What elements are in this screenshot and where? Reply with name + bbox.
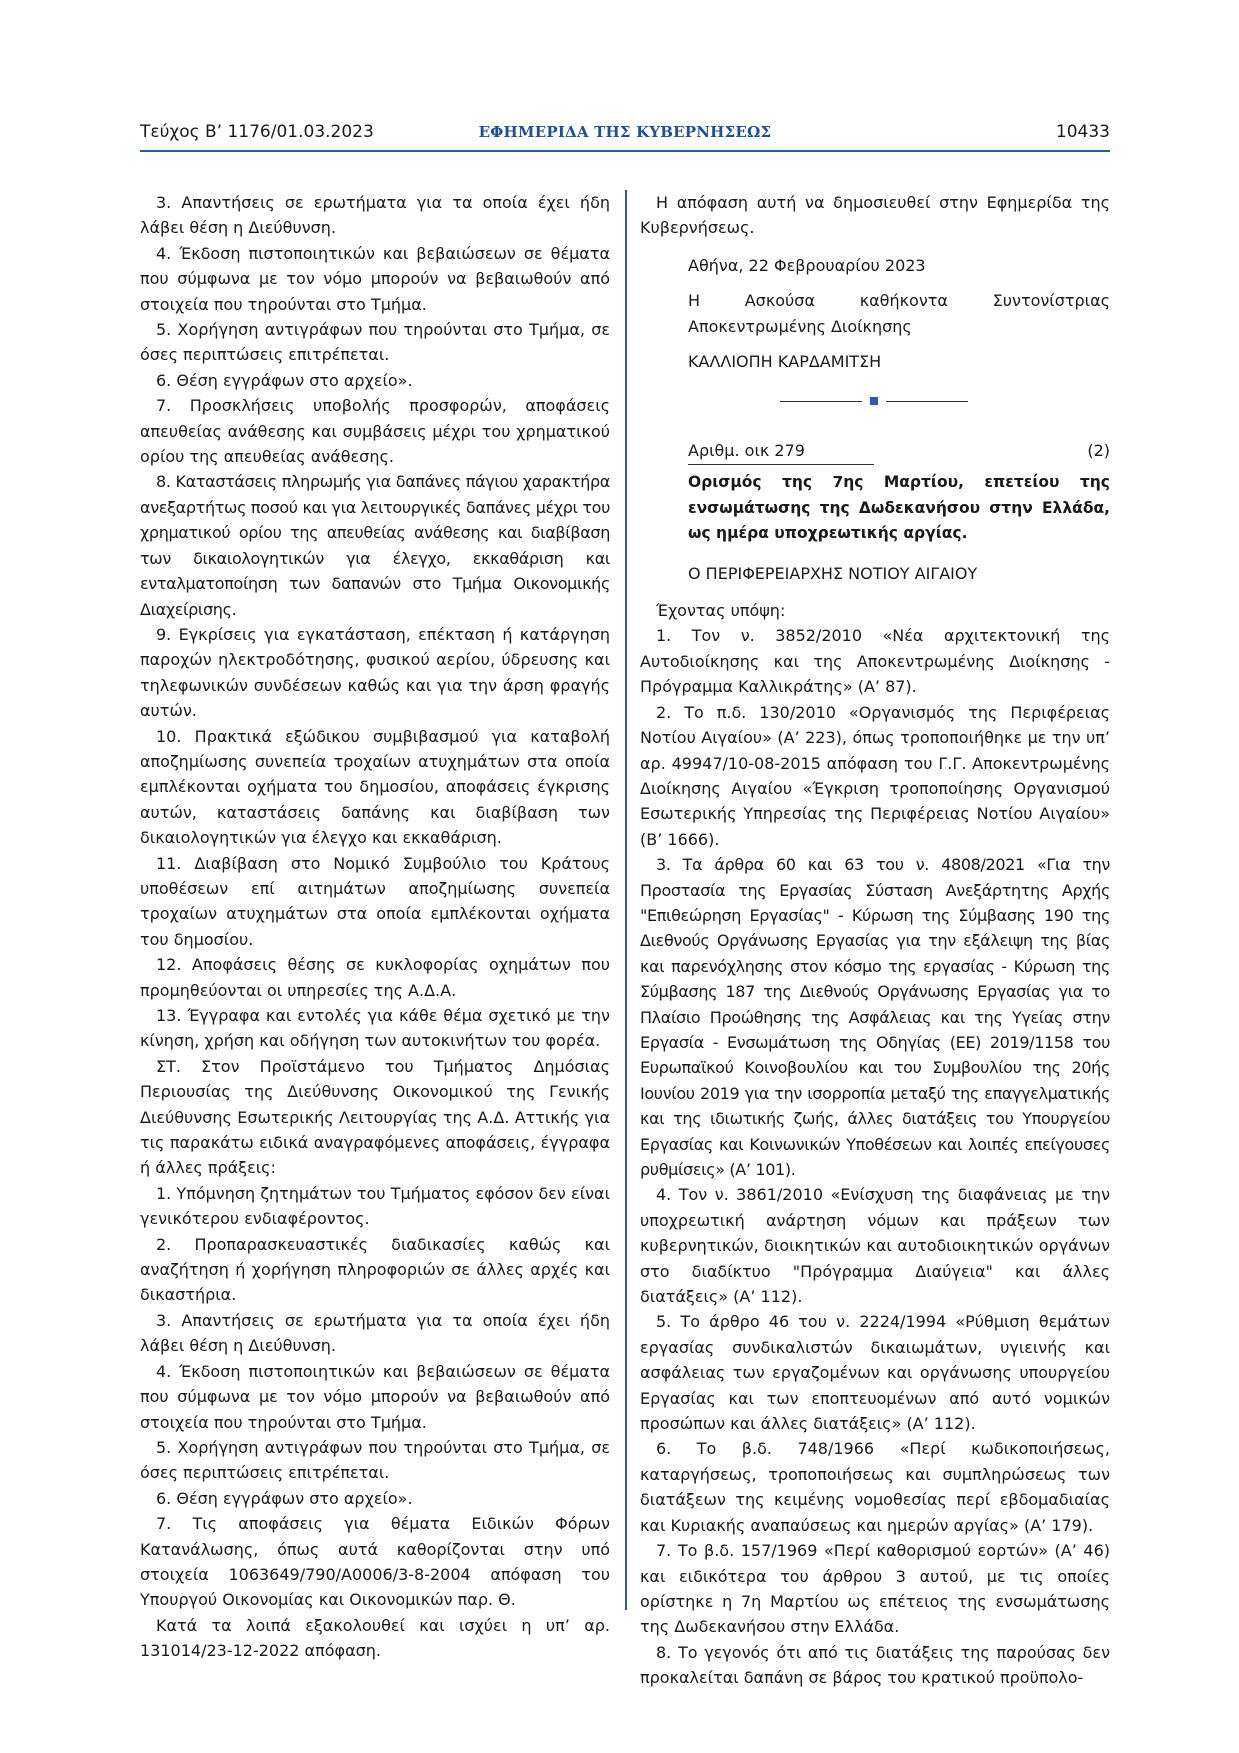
paragraph: 1. Τον ν. 3852/2010 «Νέα αρχιτεκτονική της Αυτοδιοίκησης και της Αποκεντρωμένης Διοίκησης - Πρόγραμμα Καλλικράτης» (Α’ 87). [640,626,1110,697]
paragraph: 6. Θέση εγγράφων στο αρχείο». [156,370,413,390]
decision-intro: Έχοντας υπόψη: [656,601,786,621]
section-separator [640,382,1110,422]
signature-name: ΚΑΛΛΙΟΠΗ ΚΑΡΔΑΜΙΤΣΗ [688,352,882,372]
paragraph: 9. Εγκρίσεις για εγκατάσταση, επέκταση ή κατάργηση παροχών ηλεκτροδότησης, φυσικού αερίου, ύδρευσης και τηλεφωνικών συνδέσεων καθώς και για την άρση φραγής αυτών. [140,624,610,721]
paragraph: 4. Τον ν. 3861/2010 «Ενίσχυση της διαφάνειας με την υποχρεωτική ανάρτηση νόμων και πράξεων των κυβερνητικών, διοικητικών και αυτοδιοικητικών οργάνων στο διαδίκτυο "Πρόγραμμα Διαύγεια" και άλλες διατάξεις» (Α’ 112). [640,1185,1110,1307]
paragraph: 12. Αποφάσεις θέσης σε κυκλοφορίας οχημάτων που προμηθεύονται οι υπηρεσίες της Α.Δ.Α. [140,955,610,1000]
paragraph: 3. Απαντήσεις σε ερωτήματα για τα οποία έχει ήδη λάβει θέση η Διεύθυνση. [140,1310,610,1356]
right-column [640,190,1110,1691]
paragraph: 4. Έκδοση πιστοποιητικών και βεβαιώσεων σε θέματα που σύμφωνα με τον νόμο μπορούν να βεβαιωθούν από στοιχεία που τηρούνται στο Τμήμα. [140,243,610,314]
decision-issuer: Ο ΠΕΡΙΦΕΡΕΙΑΡΧΗΣ ΝΟΤΙΟΥ ΑΙΓΑΙΟΥ [688,563,978,583]
paragraph: 6. Θέση εγγράφων στο αρχείο». [156,1488,413,1508]
paragraph: ΣΤ. Στον Προϊστάμενο του Τμήματος Δημόσιας Περιουσίας της Διεύθυνσης Οικονομικού της Γενικής Διεύθυνσης Εσωτερικής Λειτουργίας της Α.Δ. Αττικής για τις παρακάτω ειδικά αναγραφόμενες αποφάσεις, έγγραφα ή άλλες πράξεις: [140,1056,610,1178]
paragraph: 13. Έγγραφα και εντολές για κάθε θέμα σχετικό με την κίνηση, χρήση και οδήγηση των αυτοκινήτων του φορέα. [140,1006,610,1051]
column-divider [625,190,627,1610]
paragraph: 7. Προσκλήσεις υποβολής προσφορών, αποφάσεις απευθείας ανάθεσης και συμβάσεις μέχρι του χρηματικού ορίου της απευθείας ανάθεσης. [140,396,610,467]
paragraph: 6. Το β.δ. 748/1966 «Περί κωδικοποιήσεως, καταργήσεως, τροποποιήσεως και συμπληρώσεως των διατάξεων της κειμένης νομοθεσίας περί εβδομαδιαίας και Κυριακής αναπαύσεως και ημερών αργίας» (Α’ 179). [640,1439,1110,1535]
paragraph: 2. Προπαρασκευαστικές διαδικασίες καθώς και αναζήτηση ή χορήγηση πληροφοριών σε άλλες αρχές και δικαστήρια. [140,1234,610,1305]
paragraph: 7. Το β.δ. 157/1969 «Περί καθορισμού εορτών» (Α’ 46) και ειδικότερα του άρθρου 3 αυτού, με τις οποίες ορίστηκε η 7η Μαρτίου ως επέτειος της ενσωμάτωσης της Δωδεκανήσου στην Ελλάδα. [640,1541,1110,1637]
separator-line [780,401,862,402]
paragraph: 3. Απαντήσεις σε ερωτήματα για τα οποία έχει ήδη λάβει θέση η Διεύθυνση. [140,193,610,238]
signature-block [688,253,1110,375]
paragraph: 4. Έκδοση πιστοποιητικών και βεβαιώσεων σε θέματα που σύμφωνα με τον νόμο μπορούν να βεβαιωθούν από στοιχεία που τηρούνται στο Τμήμα. [140,1361,610,1432]
square-bullet-icon [870,397,878,405]
paragraph: 5. Χορήγηση αντιγράφων που τηρούνται στο Τμήμα, σε όσες περιπτώσεις επιτρέπεται. [140,320,610,365]
publication-title: ΕΦΗΜΕΡΙΔΑ ΤΗΣ ΚΥΒΕΡΝΗΣΕΩΣ [478,123,772,141]
paragraph: 3. Τα άρθρα 60 και 63 του ν. 4808/2021 «Για την Προστασία της Εργασίας Σύσταση Ανεξάρτητης Αρχής "Επιθεώρηση Εργασίας" - Κύρωση της Σύμβασης 190 της Διεθνούς Οργάνωσης Εργασίας για την εξάλειψη της βίας και παρενόχλησης στον κόσμο της εργασίας - Κύρωση της Σύμβασης 187 της Διεθνούς Οργάνωσης Εργασίας για το Πλαίσιο Προώθησης της Ασφάλειας και της Υγείας στην Εργασία - Ενσωμάτωση της Οδηγίας (ΕΕ) 2019/1158 του Ευρωπαϊκού Κοινοβουλίου και του Συμβουλίου της 20ής Ιουνίου 2019 για την ισορροπία μεταξύ της επαγγελματικής και της ιδιωτικής ζωής, άλλες διατάξεις του Υπουργείου Εργασίας και Κοινωνικών Υποθέσεων και λοιπές επείγουσες ρυθμίσεις» (Α’ 101). [640,855,1110,1179]
signature-date: Αθήνα, 22 Φεβρουαρίου 2023 [688,255,926,275]
issue-reference: Τεύχος B’ 1176/01.03.2023 [140,122,374,142]
page-number: 10433 [1055,122,1110,142]
signature-role: Η Ασκούσα καθήκοντα Συντονίστριας Αποκεντρωμένης Διοίκησης [688,291,1110,336]
decision-number: Αριθμ. οικ 279 [688,441,805,461]
paragraph: Κατά τα λοιπά εξακολουθεί και ισχύει η υπ’ αρ. 131014/23-12-2022 απόφαση. [140,1615,610,1661]
paragraph: 5. Χορήγηση αντιγράφων που τηρούνται στο Τμήμα, σε όσες περιπτώσεις επιτρέπεται. [140,1437,610,1483]
header-rule [140,150,1110,152]
decision-header [640,438,1110,466]
decision-number-underline [688,464,874,465]
publish-note: Η απόφαση αυτή να δημοσιευθεί στην Εφημερίδα της Κυβερνήσεως. [640,193,1110,238]
paragraph: 8. Καταστάσεις πληρωμής για δαπάνες πάγιου χαρακτήρα ανεξαρτήτως ποσού και για λειτουργικές δαπάνες μέχρι του χρηματικού ορίου της απευθείας ανάθεσης και διαβίβαση των δικαιολογητικών για έλεγχο, εκκαθάριση και ενταλματοποίηση των δαπανών στο Τμήμα Οικονομικής Διαχείρισης. [140,472,610,619]
page-header [140,122,1110,150]
decision-index: (2) [1087,441,1110,461]
paragraph: 10. Πρακτικά εξώδικου συμβιβασμού για καταβολή αποζημίωσης συνεπεία τροχαίων ατυχημάτων στα οποία εμπλέκονται οχήματα του δημοσίου, αποφάσεις έγκρισης αυτών, καταστάσεις δαπάνης και διαβίβαση των δικαιολογητικών για έλεγχο και εκκαθάριση. [140,726,610,848]
paragraph: 8. Το γεγονός ότι από τις διατάξεις της παρούσας δεν προκαλείται δαπάνη σε βάρος του κρατικού προϋπολο- [640,1642,1110,1688]
paragraph: 1. Υπόμνηση ζητημάτων του Τμήματος εφόσον δεν είναι γενικότερου ενδιαφέροντος. [140,1183,610,1229]
paragraph: 5. Το άρθρο 46 του ν. 2224/1994 «Ρύθμιση θεμάτων εργασίας συνδικαλιστών δικαιωμάτων, υγιεινής και ασφάλειας των εργαζομένων και οργάνωσης υπουργείου Εργασίας και των εποπτευομένων από αυτό νομικών προσώπων και άλλες διατάξεις» (Α’ 112). [640,1312,1110,1434]
separator-line [886,401,968,402]
left-column [140,190,610,1664]
paragraph: 7. Τις αποφάσεις για θέματα Ειδικών Φόρων Κατανάλωσης, όπως αυτά καθορίζονται στην υπό στοιχεία 1063649/790/Α0006/3-8-2004 απόφαση του Υπουργού Οικονομίας και Οικονομικών παρ. Θ. [140,1514,610,1610]
decision-title: Ορισμός της 7ης Μαρτίου, επετείου της ενσωμάτωσης της Δωδεκανήσου στην Ελλάδα, ως ημέρα υποχρεωτικής αργίας. [688,473,1110,543]
paragraph: 2. Το π.δ. 130/2010 «Οργανισμός της Περιφέρειας Νοτίου Αιγαίου» (Α’ 223), όπως τροποποιήθηκε με την υπ’ αρ. 49947/10-08-2015 απόφαση του Γ.Γ. Αποκεντρωμένης Διοίκησης Αιγαίου «Έγκριση τροποποίησης Οργανισμού Εσωτερικής Υπηρεσίας της Περιφέρειας Νοτίου Αιγαίου» (Β’ 1666). [640,702,1110,849]
paragraph: 11. Διαβίβαση στο Νομικό Συμβούλιο του Κράτους υποθέσεων επί αιτημάτων αποζημίωσης συνεπεία τροχαίων ατυχημάτων στα οποία εμπλέκονται οχήματα του δημοσίου. [140,853,610,949]
